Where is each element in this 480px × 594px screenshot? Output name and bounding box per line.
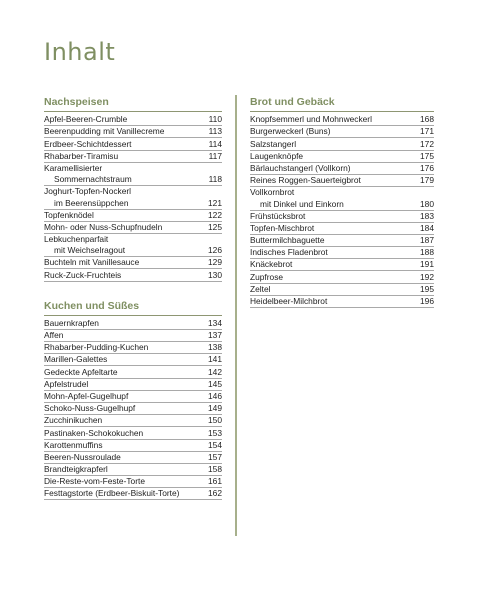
toc-entry-title: Gedeckte Apfeltarte xyxy=(44,366,118,377)
toc-entry-title: Topfen-Mischbrot xyxy=(250,222,315,233)
toc-entry-title: Schoko-Nuss-Gugelhupf xyxy=(44,403,136,414)
toc-entry-page: 150 xyxy=(208,415,222,426)
toc-entry-page: 121 xyxy=(208,197,222,208)
toc-entry-title: Apfel-Beeren-Crumble xyxy=(44,114,128,125)
toc-entry-page: 153 xyxy=(208,427,222,438)
toc-entry-title: Rhabarber-Pudding-Kuchen xyxy=(44,342,149,353)
toc-entry-title: Indisches Fladenbrot xyxy=(250,247,328,258)
section-heading: Nachspeisen xyxy=(44,95,222,112)
toc-entry-page: 113 xyxy=(208,126,222,137)
toc-entry-title: Brandteigkrapferl xyxy=(44,464,108,475)
toc-entry-page: 146 xyxy=(208,390,222,401)
toc-entry xyxy=(250,284,434,296)
toc-entry-page: 129 xyxy=(208,257,222,268)
toc-entry xyxy=(250,223,434,235)
toc-entry-title: Buchteln mit Vanillesauce xyxy=(44,257,140,268)
toc-entry-page: 161 xyxy=(208,476,222,487)
toc-entry-title: Topfenknödel xyxy=(44,209,94,220)
toc-entry xyxy=(44,174,222,186)
entry-list xyxy=(44,114,222,282)
toc-entry-page: 117 xyxy=(208,150,222,161)
toc-entry-page: 195 xyxy=(420,283,434,294)
toc-entry-title: Sommernachtstraum xyxy=(54,174,132,185)
toc-entry-title: Beeren-Nussroulade xyxy=(44,451,121,462)
toc-entry-page: 168 xyxy=(420,114,434,125)
toc-entry-title: Burgerweckerl (Buns) xyxy=(250,126,331,137)
toc-entry xyxy=(44,245,222,257)
toc-entry-title: Rhabarber-Tiramisu xyxy=(44,150,119,161)
toc-column-right xyxy=(250,95,434,308)
toc-entry-title: Salzstangerl xyxy=(250,138,297,149)
toc-entry xyxy=(44,403,222,415)
toc-entry-title: Zeltel xyxy=(250,283,271,294)
toc-entry xyxy=(250,175,434,187)
toc-entry-title: Erdbeer-Schichtdessert xyxy=(44,138,132,149)
toc-entry xyxy=(44,186,222,197)
toc-entry-page: 149 xyxy=(208,403,222,414)
toc-entry xyxy=(44,210,222,222)
toc-entry-title: im Beerensüppchen xyxy=(54,197,129,208)
toc-entry xyxy=(250,114,434,126)
toc-entry xyxy=(44,269,222,281)
section-heading: Kuchen und Süßes xyxy=(44,299,222,316)
toc-entry xyxy=(250,296,434,308)
toc-entry-title: Lebkuchenparfait xyxy=(44,234,109,245)
toc-entry-title: Die-Reste-vom-Feste-Torte xyxy=(44,476,145,487)
toc-entry-page: 196 xyxy=(420,296,434,306)
toc-entry xyxy=(44,488,222,500)
toc-entry xyxy=(44,114,222,126)
toc-entry-title: Karottenmuffins xyxy=(44,439,103,450)
toc-entry-page: 154 xyxy=(208,439,222,450)
toc-entry-title: mit Dinkel und Einkorn xyxy=(260,198,344,209)
toc-entry xyxy=(44,138,222,150)
toc-entry-title: Zupfrose xyxy=(250,271,284,282)
toc-entry xyxy=(44,379,222,391)
toc-entry xyxy=(250,259,434,271)
toc-entry-page: 187 xyxy=(420,235,434,246)
toc-entry-title: Knäckebrot xyxy=(250,259,293,270)
toc-entry-title: Heidelbeer-Milchbrot xyxy=(250,296,328,306)
toc-entry xyxy=(44,330,222,342)
toc-entry-title: Reines Roggen-Sauerteigbrot xyxy=(250,175,361,186)
toc-entry-title: Joghurt-Topfen-Nockerl xyxy=(44,186,132,197)
column-divider xyxy=(235,95,237,536)
entry-list xyxy=(44,318,222,501)
toc-entry-page: 176 xyxy=(420,162,434,173)
toc-entry-page: 188 xyxy=(420,247,434,258)
toc-entry xyxy=(44,126,222,138)
toc-entry-title: Pastinaken-Schokokuchen xyxy=(44,427,144,438)
toc-entry xyxy=(250,187,434,198)
toc-column-left xyxy=(44,95,222,500)
toc-entry xyxy=(44,476,222,488)
toc-entry-title: Bauernkrapfen xyxy=(44,317,99,328)
toc-entry-page: 175 xyxy=(420,150,434,161)
toc-section-nachspeisen xyxy=(44,95,222,282)
toc-entry xyxy=(250,138,434,150)
toc-entry-page: 162 xyxy=(208,488,222,499)
toc-entry-page: 137 xyxy=(208,330,222,340)
toc-entry xyxy=(44,464,222,476)
toc-entry-title: Karamellisierter xyxy=(44,162,103,173)
toc-entry-page: 141 xyxy=(208,354,222,365)
toc-entry-title: Bärlauchstangerl (Vollkorn) xyxy=(250,162,351,173)
toc-entry-title: Beerenpudding mit Vanillecreme xyxy=(44,126,165,137)
toc-entry xyxy=(250,198,434,210)
toc-entry xyxy=(250,211,434,223)
toc-entry xyxy=(250,126,434,138)
toc-entry-page: 142 xyxy=(208,366,222,377)
toc-entry-page: 110 xyxy=(208,114,222,125)
toc-entry xyxy=(44,151,222,163)
toc-entry-title: Vollkornbrot xyxy=(250,187,295,198)
toc-entry-title: mit Weichselragout xyxy=(54,245,126,256)
toc-entry-title: Buttermilchbaguette xyxy=(250,235,325,246)
toc-entry-page: 191 xyxy=(420,259,434,270)
toc-entry xyxy=(44,257,222,269)
entry-list xyxy=(250,114,434,308)
toc-entry xyxy=(44,415,222,427)
toc-entry xyxy=(44,342,222,354)
toc-entry-page: 158 xyxy=(208,464,222,475)
toc-entry-title: Marillen-Galettes xyxy=(44,354,108,365)
toc-section-kuchen-und-suesses xyxy=(44,299,222,501)
toc-entry-page: 172 xyxy=(420,138,434,149)
page-title: Inhalt xyxy=(44,38,116,66)
toc-entry-page: 118 xyxy=(208,174,222,185)
toc-entry-page: 157 xyxy=(208,451,222,462)
toc-entry-page: 145 xyxy=(208,378,222,389)
toc-entry-page: 130 xyxy=(208,269,222,280)
toc-entry-page: 125 xyxy=(208,221,222,232)
toc-entry xyxy=(44,222,222,234)
toc-entry xyxy=(44,452,222,464)
toc-entry-title: Mohn-Apfel-Gugelhupf xyxy=(44,390,129,401)
toc-entry-title: Ruck-Zuck-Fruchteis xyxy=(44,269,122,280)
toc-entry-page: 192 xyxy=(420,271,434,282)
toc-entry xyxy=(250,247,434,259)
toc-entry xyxy=(44,366,222,378)
toc-entry-page: 179 xyxy=(420,175,434,186)
section-heading: Brot und Gebäck xyxy=(250,95,434,112)
toc-entry-page: 114 xyxy=(208,138,222,149)
toc-entry-page: 183 xyxy=(420,210,434,221)
toc-entry-page: 184 xyxy=(420,222,434,233)
toc-entry-title: Zucchinikuchen xyxy=(44,415,103,426)
toc-entry xyxy=(44,440,222,452)
toc-entry xyxy=(250,163,434,175)
toc-entry-title: Festtagstorte (Erdbeer-Biskuit-Torte) xyxy=(44,488,180,499)
toc-entry xyxy=(44,234,222,245)
toc-entry xyxy=(44,197,222,209)
section-spacer xyxy=(44,282,222,299)
toc-section-brot-und-gebaeck xyxy=(250,95,434,308)
toc-entry-title: Frühstücksbrot xyxy=(250,210,306,221)
toc-entry xyxy=(250,151,434,163)
toc-entry-title: Laugenknöpfe xyxy=(250,150,304,161)
toc-entry-title: Apfelstrudel xyxy=(44,378,89,389)
toc-entry-page: 134 xyxy=(208,317,222,328)
toc-entry-page: 122 xyxy=(208,209,222,220)
toc-entry-title: Knopfsemmerl und Mohnweckerl xyxy=(250,114,372,125)
toc-entry xyxy=(250,271,434,283)
toc-entry-page: 171 xyxy=(420,126,434,137)
toc-entry-page: 180 xyxy=(420,198,434,209)
toc-entry-title: Mohn- oder Nuss-Schupfnudeln xyxy=(44,221,163,232)
toc-entry xyxy=(44,354,222,366)
toc-entry-page: 126 xyxy=(208,245,222,256)
toc-entry-page: 138 xyxy=(208,342,222,353)
toc-entry xyxy=(44,163,222,174)
toc-entry-title: Affen xyxy=(44,330,64,340)
toc-entry xyxy=(44,391,222,403)
toc-entry xyxy=(250,235,434,247)
toc-entry xyxy=(44,427,222,439)
toc-entry xyxy=(44,318,222,330)
